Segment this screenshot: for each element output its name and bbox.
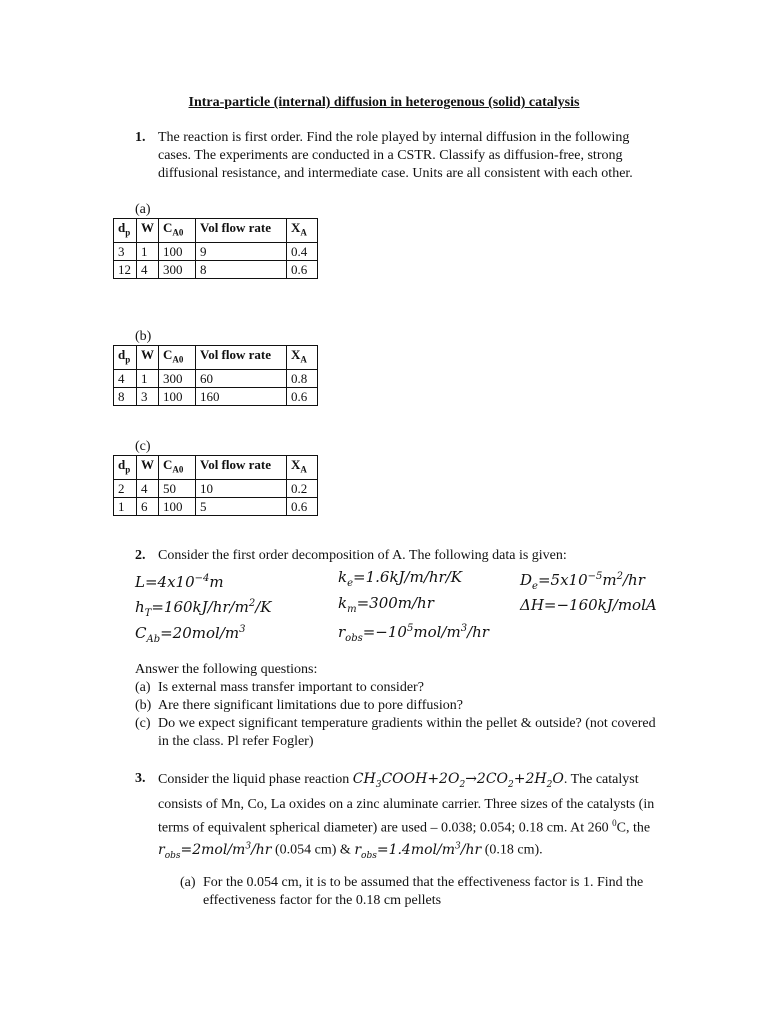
cell: 3 — [114, 242, 137, 260]
header-vol-flow-rate: Vol flow rate — [196, 346, 287, 370]
question-3-text — [158, 770, 655, 866]
question-3-items — [180, 874, 660, 910]
equation-km: $k_m=300m/hr$ — [338, 594, 434, 615]
table-a — [113, 218, 318, 279]
item-text: Is external mass transfer important to consider? — [158, 680, 424, 695]
table-row — [114, 479, 318, 497]
cell: 1 — [137, 369, 159, 387]
cell: 8 — [196, 260, 287, 278]
question-3-tail: (0.18 cm). — [484, 843, 543, 859]
cell: 300 — [159, 260, 196, 278]
rate-equation-1: $r_{obs}=2mol/m^3/hr$ — [158, 841, 272, 861]
header-xa: $X_A$ — [287, 219, 318, 243]
question-3 — [135, 770, 655, 866]
cell: 0.6 — [287, 387, 318, 405]
equation-robs: $r_{obs}=-10^5mol/m^3/hr$ — [338, 623, 489, 644]
cell: 100 — [159, 387, 196, 405]
question-2-text: Consider the first order decomposition of A. The following data is given: — [158, 548, 567, 563]
question-2-number: 2. — [135, 548, 146, 563]
question-1-text: The reaction is first order. Find the role played by internal diffusion in the following cases. The experiments are conducted in a CSTR. Classify as diffusion-free, strong diffusional resistance, and intermediate case. Units are all consistent with each other. — [158, 130, 633, 181]
table-row — [114, 369, 318, 387]
cell: 4 — [137, 260, 159, 278]
list-item — [135, 679, 675, 697]
item-text: Are there significant limitations due to pore diffusion? — [158, 698, 463, 713]
cell: 100 — [159, 242, 196, 260]
cell: 9 — [196, 242, 287, 260]
table-c-label: (c) — [135, 439, 151, 454]
cell: 100 — [159, 497, 196, 515]
document-title: Intra-particle (internal) diffusion in heterogenous (solid) catalysis — [188, 95, 580, 110]
header-dp: $d_p$ — [114, 346, 137, 370]
question-2 — [135, 547, 655, 565]
equation-De: $D_e=5x10^{-5}m^2/hr$ — [520, 571, 645, 592]
item-label: (a) — [180, 875, 196, 890]
cell: 0.6 — [287, 260, 318, 278]
table-b-label: (b) — [135, 329, 152, 344]
table-row — [114, 387, 318, 405]
cell: 0.4 — [287, 242, 318, 260]
cell: 10 — [196, 479, 287, 497]
equation-deltaH: ΔH=−160kJ/molA — [520, 596, 657, 614]
header-vol-flow-rate: Vol flow rate — [196, 456, 287, 480]
item-text: Do we expect significant temperature gradients within the pellet & outside? (not covered in the class. Pl refer Fogler) — [158, 716, 656, 749]
table-c — [113, 455, 318, 516]
cell: 5 — [196, 497, 287, 515]
table-header-row — [114, 456, 318, 480]
table-header-row — [114, 346, 318, 370]
item-label: (c) — [135, 716, 151, 731]
cell: 50 — [159, 479, 196, 497]
rate-equation-2: $r_{obs}=1.4mol/m^3/hr$ — [354, 841, 482, 861]
header-w: W — [137, 346, 159, 370]
equation-hT: $h_T=160kJ/hr/m^2/K$ — [135, 598, 272, 619]
header-w: W — [137, 456, 159, 480]
cell: 1 — [114, 497, 137, 515]
header-ca0: $C_{A0}$ — [159, 219, 196, 243]
header-w: W — [137, 219, 159, 243]
c-the: C, the — [616, 820, 651, 836]
header-xa: $X_A$ — [287, 456, 318, 480]
cell: 12 — [114, 260, 137, 278]
cell: 1 — [137, 242, 159, 260]
header-xa: $X_A$ — [287, 346, 318, 370]
cell: 8 — [114, 387, 137, 405]
cell: 4 — [114, 369, 137, 387]
header-ca0: $C_{A0}$ — [159, 456, 196, 480]
equation-L: $L=4x10^{-4}m$ — [135, 573, 224, 591]
table-header-row — [114, 219, 318, 243]
header-dp: $d_p$ — [114, 456, 137, 480]
question-3-mid: (0.054 cm) & — [275, 843, 351, 859]
question-3-body: . The catalyst consists of Mn, Co, La oxides on a zinc aluminate carrier. Three sizes of the catalysts (in terms of equivalent spherical diameter) are used – 0.038; 0.054; 0.18 cm. At 260 — [158, 772, 655, 836]
cell: 0.2 — [287, 479, 318, 497]
table-row — [114, 242, 318, 260]
cell: 3 — [137, 387, 159, 405]
header-dp: $d_p$ — [114, 219, 137, 243]
cell: 300 — [159, 369, 196, 387]
cell: 0.6 — [287, 497, 318, 515]
table-row — [114, 260, 318, 278]
item-label: (a) — [135, 680, 151, 695]
question-1 — [135, 129, 655, 183]
question-1-number: 1. — [135, 130, 146, 145]
answer-intro: Answer the following questions: — [135, 662, 318, 677]
header-vol-flow-rate: Vol flow rate — [196, 219, 287, 243]
cell: 60 — [196, 369, 287, 387]
cell: 0.8 — [287, 369, 318, 387]
cell: 2 — [114, 479, 137, 497]
list-item — [135, 715, 658, 751]
cell: 6 — [137, 497, 159, 515]
question-3-number: 3. — [135, 771, 146, 786]
degree-superscript: 0 — [612, 817, 617, 828]
reaction-equation: $CH_3COOH+2O_2\to 2CO_2+2H_2O$ — [352, 771, 564, 790]
item-text: For the 0.054 cm, it is to be assumed that the effectiveness factor is 1. Find the effectiveness factor for the 0.18 cm pellets — [203, 875, 644, 908]
cell: 4 — [137, 479, 159, 497]
question-2-items — [135, 679, 675, 751]
cell: 160 — [196, 387, 287, 405]
item-label: (b) — [135, 698, 152, 713]
table-a-label: (a) — [135, 202, 151, 217]
equation-CAb: $C_{Ab}=20mol/m^3$ — [135, 624, 246, 645]
equation-ke: $k_e=1.6kJ/m/hr/K$ — [338, 568, 462, 589]
list-item — [135, 697, 675, 715]
question-3-lead: Consider the liquid phase reaction — [158, 772, 350, 787]
table-row — [114, 497, 318, 515]
header-ca0: $C_{A0}$ — [159, 346, 196, 370]
list-item — [180, 874, 660, 910]
table-b — [113, 345, 318, 406]
